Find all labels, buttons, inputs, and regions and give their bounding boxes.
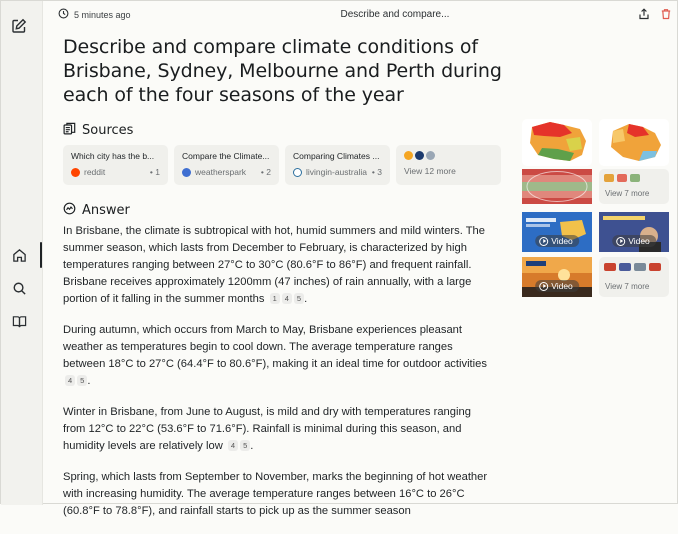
thread-time-label: 5 minutes ago	[74, 9, 131, 20]
citation[interactable]: 4	[228, 440, 238, 451]
answer-text: Winter in Brisbane, from June to August, is mild and dry with temperatures ranging from 12°C to 22°C (53.6°F to 71.6°F). Rainfall is minimal during this season, and humidity levels are relatively low	[63, 406, 471, 452]
sources-heading	[63, 122, 133, 139]
video-badge: Video	[612, 235, 656, 247]
video-thumbnail[interactable]	[522, 212, 592, 252]
citation[interactable]: 1	[270, 293, 280, 304]
answer-heading-label: Answer	[82, 203, 130, 218]
video-badge: Video	[535, 280, 579, 292]
source-index: • 3	[371, 167, 382, 177]
answer-body	[63, 223, 493, 534]
source-title: Comparing Climates ...	[293, 151, 380, 161]
image-preview-icon	[617, 174, 627, 182]
favicon-icon	[426, 151, 435, 160]
answer-heading	[63, 202, 130, 219]
active-nav-indicator	[40, 242, 42, 268]
answer-paragraph: Winter in Brisbane, from June to August, is mild and dry with temperatures ranging from 12°C to 22°C (53.6°F to 71.6°F). Rainfall is minimal during this season, and humidity levels are relatively low 4 5 .	[63, 406, 471, 452]
share-icon[interactable]	[637, 7, 651, 21]
image-thumbnail[interactable]	[522, 169, 592, 204]
citation[interactable]: 4	[65, 375, 75, 386]
play-icon	[539, 282, 548, 291]
source-site: reddit	[84, 167, 106, 177]
delete-icon[interactable]	[659, 7, 673, 21]
source-index: • 2	[260, 167, 271, 177]
home-icon[interactable]	[10, 246, 28, 264]
answer-icon	[63, 202, 76, 219]
video-preview-icon	[634, 263, 646, 271]
source-title: Compare the Climate...	[182, 151, 270, 161]
answer-text: Spring, which lasts from September to November, marks the beginning of hot weather with increasing humidity. The average temperature ranges between 16°C to 26°C (60.8°F to 78.8°F), and rainfall starts to pick up as the summer season	[63, 471, 488, 517]
answer-paragraph: During autumn, which occurs from March to May, Brisbane experiences pleasant weather as temperatures begin to cool down. The average temperature ranges between 18°C to 27°C (64.4°F to 80.6°F), making it an ideal time for outdoor activities 4 5 .	[63, 324, 487, 387]
thread-header	[43, 1, 677, 29]
source-card[interactable]	[63, 145, 168, 185]
view-more-sources-label: View 12 more	[404, 166, 456, 176]
view-more-videos-label: View 7 more	[605, 282, 650, 291]
left-rail	[1, 1, 43, 505]
sources-icon	[63, 122, 76, 139]
citation[interactable]: 4	[282, 293, 292, 304]
source-site: weatherspark	[195, 167, 247, 177]
source-site: livingin-australia	[306, 167, 367, 177]
favicon-icon	[415, 151, 424, 160]
favicon-icon	[404, 151, 413, 160]
search-icon[interactable]	[10, 279, 28, 297]
citation[interactable]: 5	[77, 375, 87, 386]
view-more-videos-card[interactable]	[599, 257, 669, 297]
video-preview-icon	[619, 263, 631, 271]
answer-text: In Brisbane, the climate is subtropical with hot, humid summers and mild winters. The summer season, which lasts from December to February, is characterized by high temperatures ranging between 27°C to 30°C (80.6°F to 86°F) and frequent rainfall. Brisbane receives approximately 1200mm (47 inches) of rain annually, with a large portion of it falling in the summer months	[63, 225, 485, 305]
video-preview-icon	[649, 263, 661, 271]
source-card[interactable]	[174, 145, 279, 185]
answer-paragraph	[63, 469, 493, 520]
weatherspark-favicon-icon	[182, 168, 191, 177]
image-thumbnail[interactable]	[599, 119, 669, 166]
answer-text: During autumn, which occurs from March to May, Brisbane experiences pleasant weather as temperatures begin to cool down. The average temperature ranges between 18°C to 27°C (64.4°F to 80.6°F), making it an ideal time for outdoor activities	[63, 324, 487, 370]
image-preview-icon	[630, 174, 640, 182]
source-title: Which city has the b...	[71, 151, 155, 161]
video-thumbnail[interactable]	[599, 212, 669, 252]
video-thumbnail[interactable]	[522, 257, 592, 297]
play-icon	[539, 237, 548, 246]
view-more-sources-card[interactable]	[396, 145, 501, 185]
play-icon	[616, 237, 625, 246]
source-index: • 1	[149, 167, 160, 177]
sources-heading-label: Sources	[82, 123, 134, 138]
page-title: Describe and compare climate conditions of Brisbane, Sydney, Melbourne and Perth during each of the four seasons of the year	[63, 36, 502, 106]
new-thread-icon[interactable]	[10, 17, 28, 35]
sources-list	[63, 145, 501, 185]
video-badge: Video	[535, 235, 579, 247]
video-preview-icon	[604, 263, 616, 271]
image-thumbnail[interactable]	[522, 119, 592, 166]
view-more-images-label: View 7 more	[605, 189, 650, 198]
reddit-favicon-icon	[71, 168, 80, 177]
thread-title: Describe and compare...	[340, 9, 450, 20]
library-icon[interactable]	[10, 312, 28, 330]
citation[interactable]: 5	[240, 440, 250, 451]
citation[interactable]: 5	[294, 293, 304, 304]
image-preview-icon	[604, 174, 614, 182]
answer-paragraph: In Brisbane, the climate is subtropical with hot, humid summers and mild winters. The summer season, which lasts from December to February, is characterized by high temperatures ranging between 27°C to 30°C (80.6°F to 86°F) and frequent rainfall. Brisbane receives approximately 1200mm (47 inches) of rain annually, with a large portion of it falling in the summer months 1 4 5 .	[63, 225, 485, 305]
source-card[interactable]	[285, 145, 390, 185]
view-more-images-card[interactable]	[599, 169, 669, 204]
livingin-australia-favicon-icon	[293, 168, 302, 177]
